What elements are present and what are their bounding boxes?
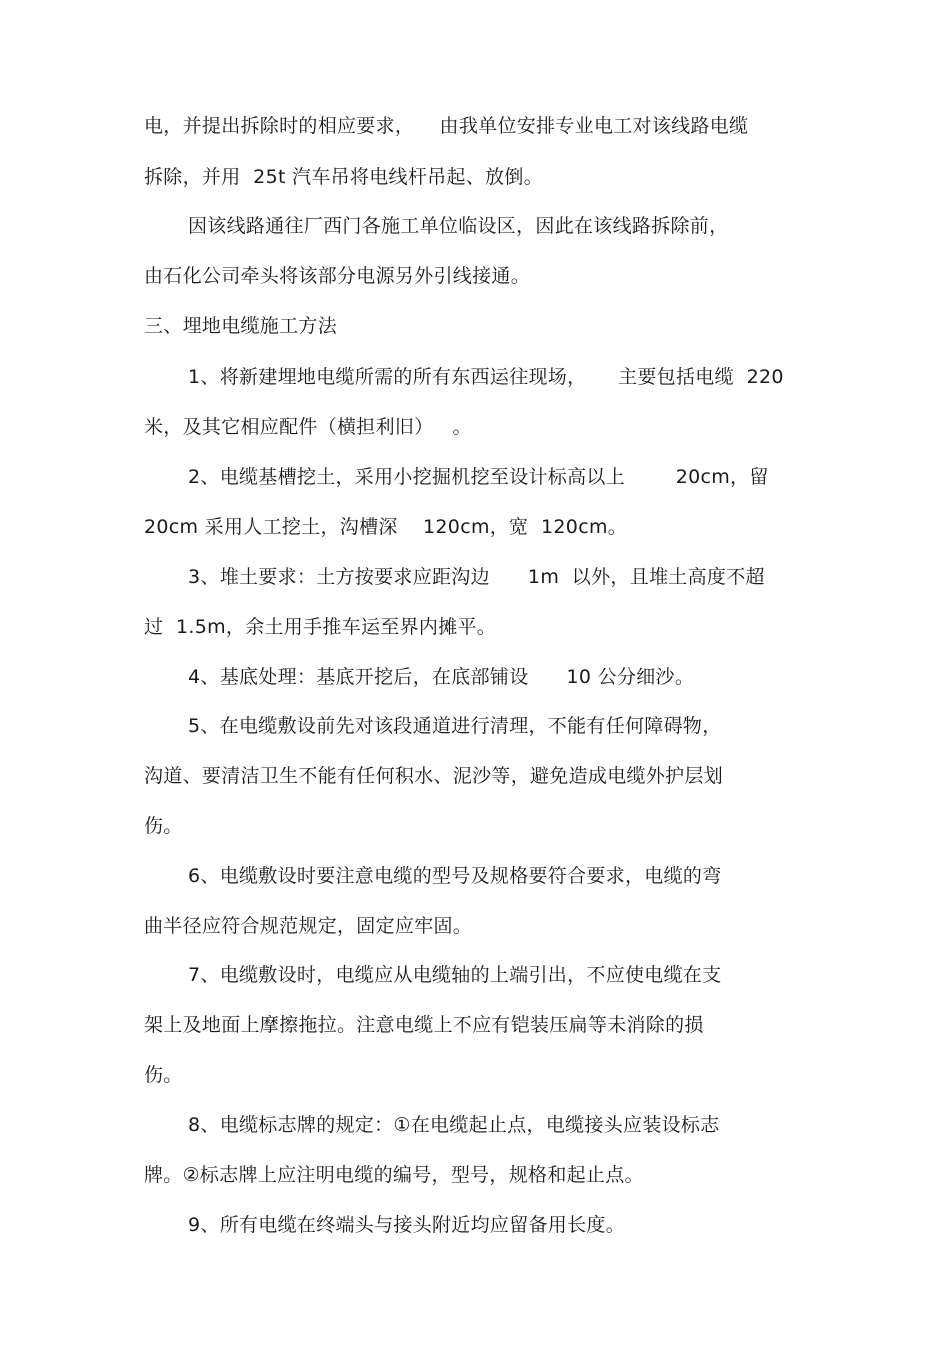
text-line: 由石化公司牵头将该部分电源另外引线接通。	[144, 265, 531, 287]
list-item: 5、在电缆敷设前先对该段通道进行清理，不能有任何障碍物，	[188, 715, 722, 737]
list-item: 1、将新建埋地电缆所需的所有东西运往现场， 主要包括电缆 220	[188, 366, 784, 388]
text-line: 米，及其它相应配件（横担利旧） 。	[144, 416, 472, 438]
text-line: 拆除，并用 25t 汽车吊将电线杆吊起、放倒。	[144, 166, 543, 188]
list-item: 7、电缆敷设时，电缆应从电缆轴的上端引出，不应使电缆在支	[188, 964, 722, 986]
text-line: 电，并提出拆除时的相应要求， 由我单位安排专业电工对该线路电缆	[144, 115, 749, 137]
list-item: 4、基底处理：基底开挖后，在底部铺设 10 公分细沙。	[188, 666, 695, 688]
text-line: 架上及地面上摩擦拖拉。注意电缆上不应有铠装压扁等未消除的损	[144, 1014, 704, 1036]
text-line: 沟道、要清洁卫生不能有任何积水、泥沙等，避免造成电缆外护层划	[144, 765, 724, 787]
list-item: 6、电缆敷设时要注意电缆的型号及规格要符合要求，电缆的弯	[188, 865, 722, 887]
list-item: 9、所有电缆在终端头与接头附近均应留备用长度。	[188, 1214, 625, 1236]
text-line: 伤。	[144, 815, 183, 837]
list-item: 2、电缆基槽挖土，采用小挖掘机挖至设计标高以上 20cm，留	[188, 466, 769, 488]
text-line: 过 1.5m，余土用手推车运至界内摊平。	[144, 616, 497, 638]
text-line: 伤。	[144, 1064, 183, 1086]
text-line: 牌。②标志牌上应注明电缆的编号，型号，规格和起止点。	[144, 1164, 644, 1186]
text-line: 曲半径应符合规范规定，固定应牢固。	[144, 915, 473, 937]
section-heading: 三、埋地电缆施工方法	[144, 315, 338, 337]
list-item: 3、堆土要求：土方按要求应距沟边 1m 以外，且堆土高度不超	[188, 566, 765, 588]
text-line: 因该线路通往厂西门各施工单位临设区，因此在该线路拆除前，	[188, 215, 729, 237]
list-item: 8、电缆标志牌的规定：①在电缆起止点，电缆接头应装设标志	[188, 1114, 720, 1136]
text-line: 20cm 采用人工挖土，沟槽深 120cm，宽 120cm。	[144, 516, 628, 538]
